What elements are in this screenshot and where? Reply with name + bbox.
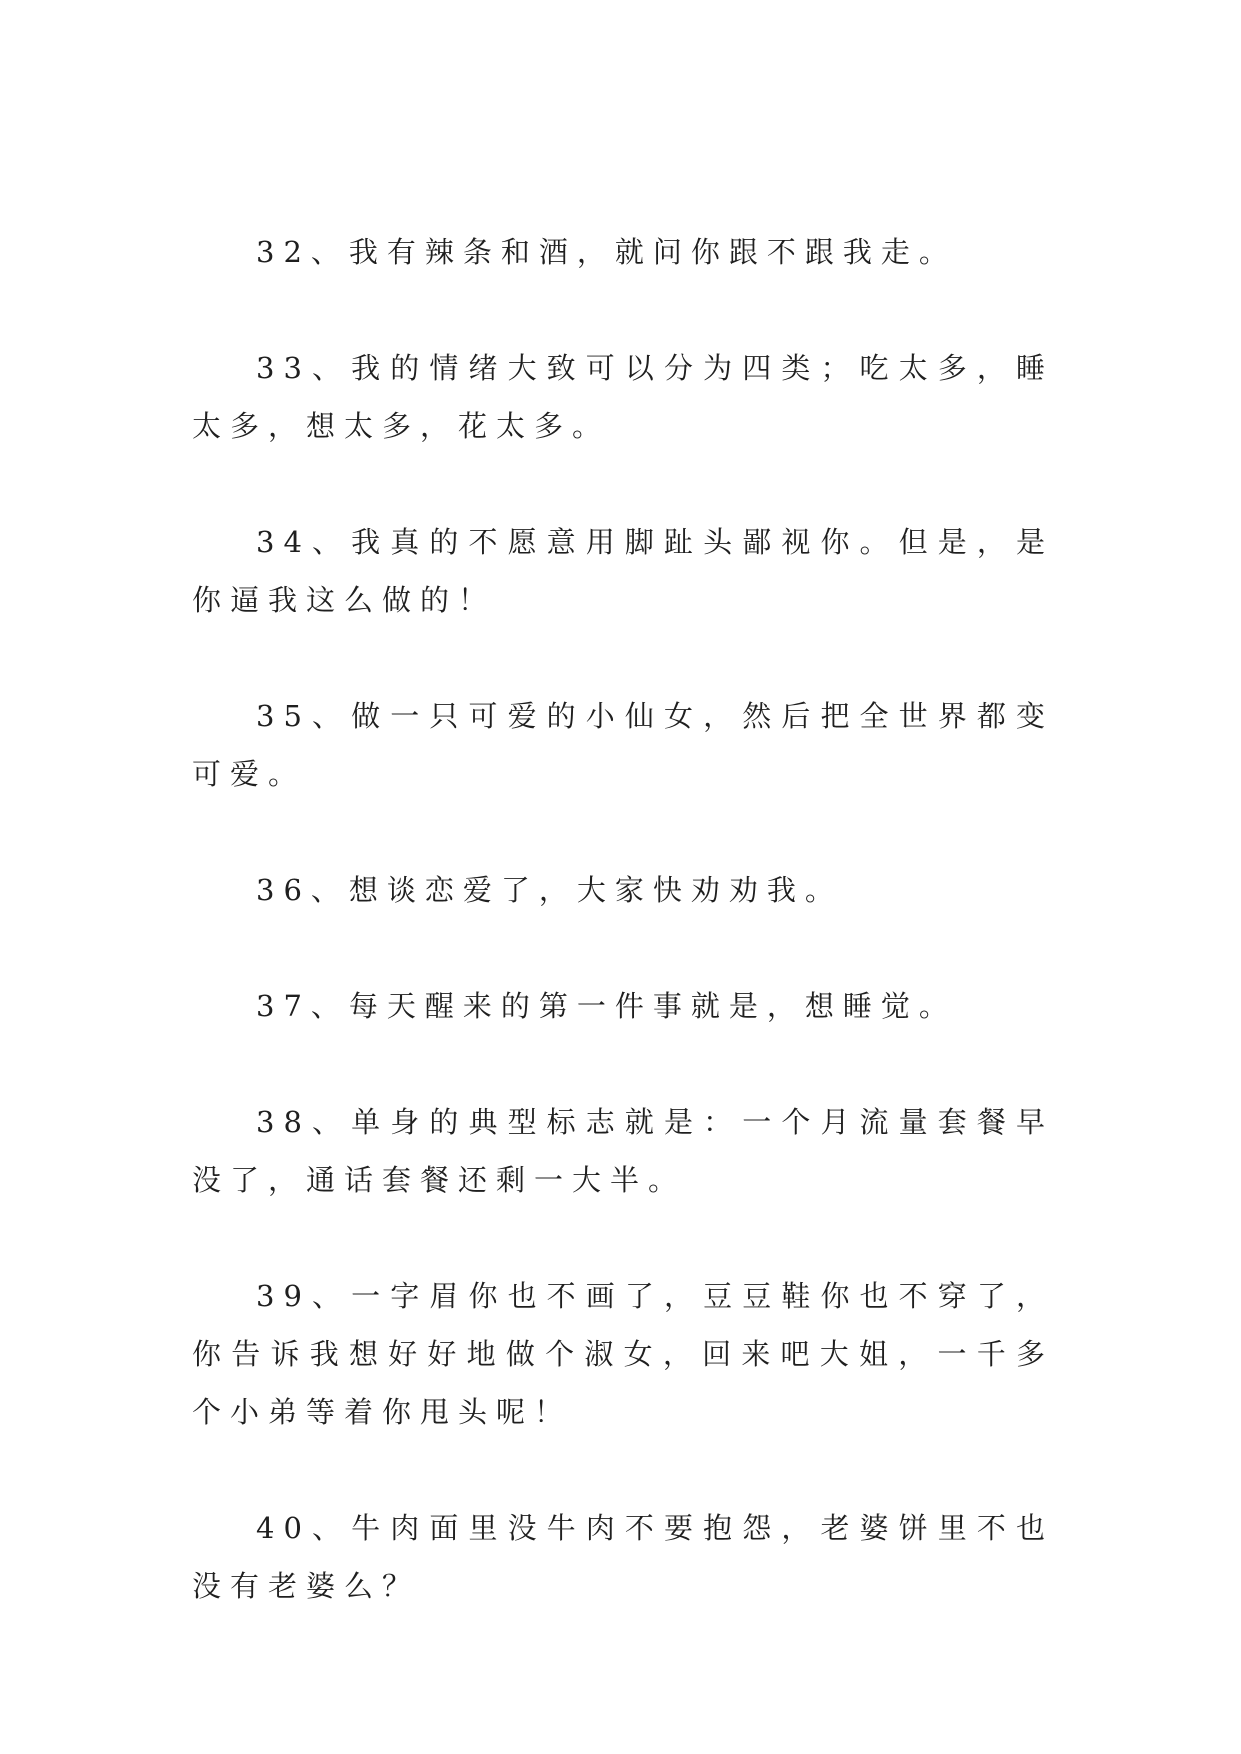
paragraph-36: 36、想谈恋爱了，大家快劝劝我。 <box>256 873 843 907</box>
paragraph-37: 37、每天醒来的第一件事就是，想睡觉。 <box>256 989 957 1023</box>
paragraph-33: 33、我的情绪大致可以分为四类；吃太多，睡太多，想太多，花太多。 <box>192 351 1054 443</box>
paragraph-32: 32、我有辣条和酒，就问你跟不跟我走。 <box>256 235 957 269</box>
paragraph-34: 34、我真的不愿意用脚趾头鄙视你。但是，是你逼我这么做的！ <box>192 525 1054 617</box>
paragraph-35: 35、做一只可爱的小仙女，然后把全世界都变可爱。 <box>192 699 1054 791</box>
paragraph-40: 40、牛肉面里没牛肉不要抱怨，老婆饼里不也没有老婆么？ <box>192 1511 1054 1603</box>
paragraph-38: 38、单身的典型标志就是：一个月流量套餐早没了，通话套餐还剩一大半。 <box>192 1105 1054 1197</box>
document-body <box>192 223 1054 1673</box>
paragraph-39: 39、一字眉你也不画了，豆豆鞋你也不穿了，你告诉我想好好地做个淑女，回来吧大姐，一千多个小弟等着你甩头呢！ <box>192 1279 1054 1429</box>
